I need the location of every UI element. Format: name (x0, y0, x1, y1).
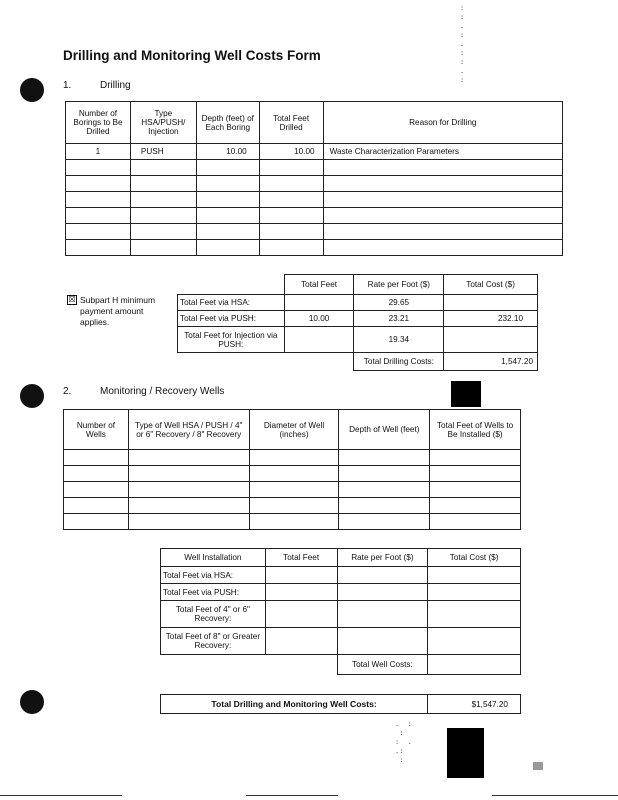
table-row (161, 601, 521, 628)
col-header-type: Type HSA/PUSH/ Injection (130, 102, 196, 144)
cost-row-rate: 23.21 (354, 311, 444, 327)
cell (430, 482, 521, 498)
cost-row-rate: 19.34 (354, 327, 444, 353)
col-header-number-wells: Number of Wells (64, 410, 129, 450)
well-cost-label: Total Feet via PUSH: (161, 584, 266, 601)
table-row (161, 567, 521, 584)
cell (196, 208, 259, 224)
drilling-table-header (66, 102, 563, 144)
well-cost-feet (265, 628, 337, 655)
cell (128, 498, 249, 514)
bottom-rule-left (0, 795, 122, 796)
cost-row-feet (284, 295, 354, 311)
table-row (66, 144, 563, 160)
cell (259, 224, 323, 240)
grand-total-value: $1,547.20 (428, 695, 521, 714)
well-cost-rate (337, 567, 428, 584)
bottom-rule-right (492, 795, 618, 796)
cell (249, 466, 339, 482)
cell (130, 240, 196, 256)
table-row (178, 311, 538, 327)
cell (196, 192, 259, 208)
cell (430, 514, 521, 530)
cell (64, 450, 129, 466)
table-row (66, 240, 563, 256)
cell (66, 208, 131, 224)
well-cost-feet (265, 567, 337, 584)
section2-number: 2. (63, 386, 72, 397)
table-row (66, 224, 563, 240)
well-cost-header-installation: Well Installation (161, 549, 266, 567)
total-well-row (161, 655, 521, 675)
cell (66, 240, 131, 256)
cell (339, 514, 430, 530)
cell-reason: Waste Characterization Parameters (323, 144, 562, 160)
cell (339, 498, 430, 514)
cell (196, 176, 259, 192)
cell (64, 498, 129, 514)
cell (323, 192, 562, 208)
well-cost-cost (428, 601, 521, 628)
table-row (161, 628, 521, 655)
punch-hole-bottom (20, 690, 44, 714)
cell-type: PUSH (130, 144, 196, 160)
table-row (66, 160, 563, 176)
well-cost-cost (428, 584, 521, 601)
cell-number: 1 (66, 144, 131, 160)
total-well-label: Total Well Costs: (337, 655, 428, 675)
cost-row-cost (444, 295, 538, 311)
drilling-table (65, 101, 563, 256)
cost-row-label: Total Feet via PUSH: (178, 311, 285, 327)
cell (323, 208, 562, 224)
cell (64, 482, 129, 498)
cell (128, 450, 249, 466)
cost-row-cost (444, 327, 538, 353)
cell (339, 450, 430, 466)
cell (249, 450, 339, 466)
cost-row-label: Total Feet via HSA: (178, 295, 285, 311)
col-header-total-feet-wells: Total Feet of Wells to Be Installed ($) (430, 410, 521, 450)
cost-header-blank (178, 275, 285, 295)
well-cost-feet (265, 601, 337, 628)
table-row (64, 450, 521, 466)
punch-hole-top (20, 78, 44, 102)
cell (66, 176, 131, 192)
well-cost-feet (265, 584, 337, 601)
cell (130, 224, 196, 240)
cell (128, 482, 249, 498)
cost-row-label: Total Feet for Injection via PUSH: (178, 327, 285, 353)
well-cost-rate (337, 584, 428, 601)
cell (66, 160, 131, 176)
table-row (161, 584, 521, 601)
cell (130, 192, 196, 208)
cell (128, 466, 249, 482)
table-row (64, 498, 521, 514)
table-row (64, 482, 521, 498)
col-header-number-borings: Number of Borings to Be Drilled (66, 102, 131, 144)
cell (130, 208, 196, 224)
cell (259, 240, 323, 256)
cell-total-feet: 10.00 (259, 144, 323, 160)
cell (339, 466, 430, 482)
well-cost-label: Total Feet of 4" or 6" Recovery: (161, 601, 266, 628)
cell (249, 498, 339, 514)
table-row (66, 192, 563, 208)
col-header-depth-well: Depth of Well (feet) (339, 410, 430, 450)
total-well-value (428, 655, 521, 675)
table-row (178, 327, 538, 353)
cell (130, 176, 196, 192)
cell (196, 240, 259, 256)
well-cost-rate (337, 601, 428, 628)
cost-row-feet (284, 327, 354, 353)
cost-row-feet: 10.00 (284, 311, 354, 327)
well-cost-header-feet: Total Feet (265, 549, 337, 567)
cell (128, 514, 249, 530)
well-cost-rate (337, 628, 428, 655)
grand-total-table (160, 694, 521, 714)
scan-mark (533, 762, 543, 770)
cell (196, 160, 259, 176)
cell (323, 240, 562, 256)
cell (430, 498, 521, 514)
col-header-diameter: Diameter of Well (inches) (249, 410, 339, 450)
cell (196, 224, 259, 240)
cell (130, 160, 196, 176)
cell (323, 176, 562, 192)
total-drilling-row (178, 353, 538, 371)
scan-noise-fold: : : . : . : : . : (460, 4, 465, 84)
cell (323, 224, 562, 240)
cell (339, 482, 430, 498)
cost-row-cost: 232.10 (444, 311, 538, 327)
cell (259, 176, 323, 192)
well-cost-header-cost: Total Cost ($) (428, 549, 521, 567)
grand-total-label: Total Drilling and Monitoring Well Costs: (161, 695, 428, 714)
table-row (66, 208, 563, 224)
total-drilling-label: Total Drilling Costs: (354, 353, 444, 371)
scan-noise-lower: . : : : . .: : (395, 720, 412, 764)
cell (64, 514, 129, 530)
table-row (66, 176, 563, 192)
well-cost-header-rate: Rate per Foot ($) (337, 549, 428, 567)
col-header-depth: Depth (feet) of Each Boring (196, 102, 259, 144)
table-row (64, 514, 521, 530)
cell (430, 450, 521, 466)
redaction-block-top (451, 381, 481, 407)
subpart-h-text: Subpart H minimum payment amount applies. (80, 295, 156, 327)
col-header-type-well: Type of Well HSA / PUSH / 4" or 6" Recovery / 8" Recovery (128, 410, 249, 450)
well-cost-table (160, 548, 521, 675)
cost-header-rate: Rate per Foot ($) (354, 275, 444, 295)
cell-depth: 10.00 (196, 144, 259, 160)
table-row (64, 466, 521, 482)
cost-row-rate: 29.65 (354, 295, 444, 311)
section1-heading: Drilling (100, 80, 131, 91)
col-header-reason: Reason for Drilling (323, 102, 562, 144)
well-cost-label: Total Feet of 8" or Greater Recovery: (161, 628, 266, 655)
wells-table (63, 409, 521, 530)
total-well-blank (161, 655, 338, 675)
section1-number: 1. (63, 80, 72, 91)
cell (66, 192, 131, 208)
subpart-h-note (67, 295, 167, 328)
cell (259, 192, 323, 208)
cell (323, 160, 562, 176)
well-cost-label: Total Feet via HSA: (161, 567, 266, 584)
cell (64, 466, 129, 482)
cell (249, 482, 339, 498)
total-drilling-blank (178, 353, 354, 371)
wells-table-header (64, 410, 521, 450)
col-header-total-feet: Total Feet Drilled (259, 102, 323, 144)
cell (66, 224, 131, 240)
total-drilling-value: 1,547.20 (444, 353, 538, 371)
cell (430, 466, 521, 482)
cell (259, 160, 323, 176)
page-title: Drilling and Monitoring Well Costs Form (63, 48, 321, 63)
cost-header-total-cost: Total Cost ($) (444, 275, 538, 295)
cell (249, 514, 339, 530)
subpart-h-checkbox[interactable]: ☒ (68, 295, 76, 304)
cell (259, 208, 323, 224)
bottom-rule-middle (246, 795, 338, 796)
punch-hole-middle (20, 384, 44, 408)
redaction-block-bottom (447, 728, 484, 778)
well-cost-cost (428, 628, 521, 655)
well-cost-cost (428, 567, 521, 584)
drilling-cost-table (177, 274, 538, 371)
cost-header-total-feet: Total Feet (284, 275, 354, 295)
table-row (178, 295, 538, 311)
section2-heading: Monitoring / Recovery Wells (100, 386, 225, 397)
